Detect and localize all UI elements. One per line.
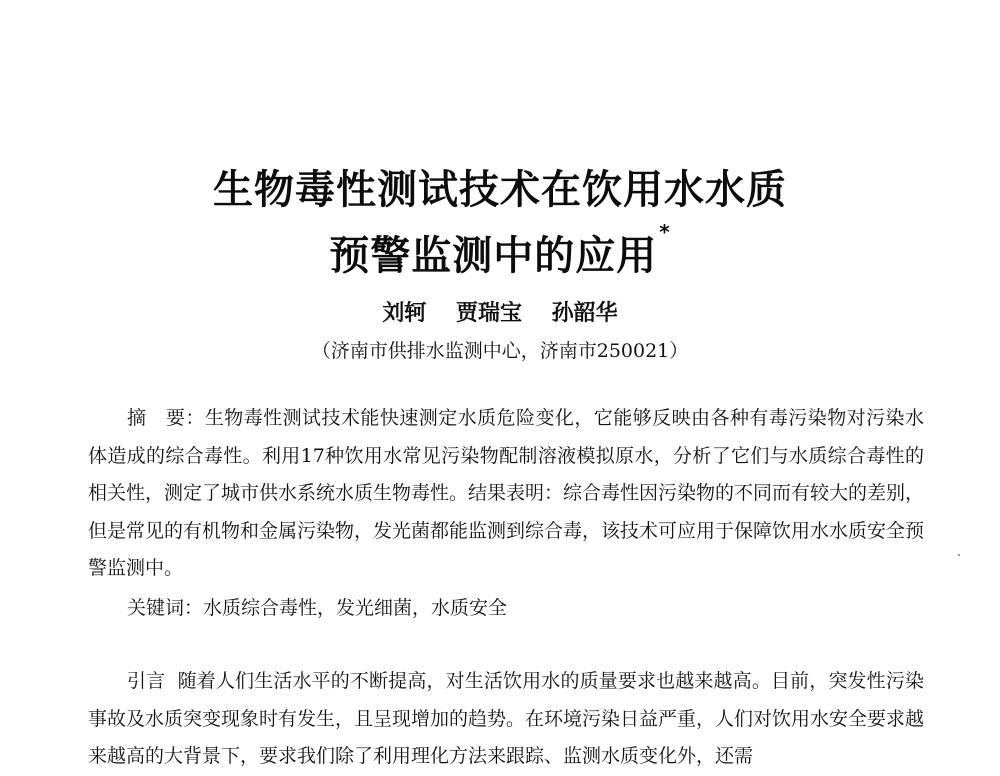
keywords-label: 关键词： (127, 597, 204, 619)
footnote-marker: * (659, 220, 671, 244)
paper-title-text-2: 预警监测中的应用 (329, 233, 658, 279)
paper-title-line-2 (0, 220, 1000, 281)
abstract-label: 摘 要： (127, 407, 205, 429)
introduction (88, 663, 924, 776)
keywords (127, 590, 924, 628)
abstract (88, 400, 924, 588)
scan-speck (958, 554, 960, 556)
keywords-text: 水质综合毒性，发光细菌，水质安全 (203, 597, 508, 619)
intro-text: 随着人们生活水平的不断提高，对生活饮用水的质量要求也越来越高。目前，突发性污染事故及水质突变现象时有发生，且呈现增加的趋势。在环境污染日益严重，人们对饮用水安全要求越来越高的大背景下，要求我们除了利用理化方法来跟踪、监测水质变化外，还需 (88, 670, 925, 767)
author-list: 刘轲 贾瑞宝 孙韶华 (382, 300, 618, 326)
intro-label: 引言 (127, 670, 166, 692)
affiliation: （济南市供排水监测中心，济南市250021） (311, 340, 689, 362)
abstract-text: 生物毒性测试技术能快速测定水质危险变化，它能够反映由各种有毒污染物对污染水体造成的综合毒性。利用17种饮用水常见污染物配制溶液模拟原水，分析了它们与水质综合毒性的相关性，测定了城市供水系统水质生物毒性。结果表明：综合毒性因污染物的不同而有较大的差别，但是常见的有机物和金属污染物，发光菌都能监测到综合毒，该技术可应用于保障饮用水水质安全预警监测中。 (88, 407, 925, 579)
paper-title-line-1 (0, 158, 1000, 215)
paper-title-text-1: 生物毒性测试技术在饮用水水质 (213, 167, 787, 213)
